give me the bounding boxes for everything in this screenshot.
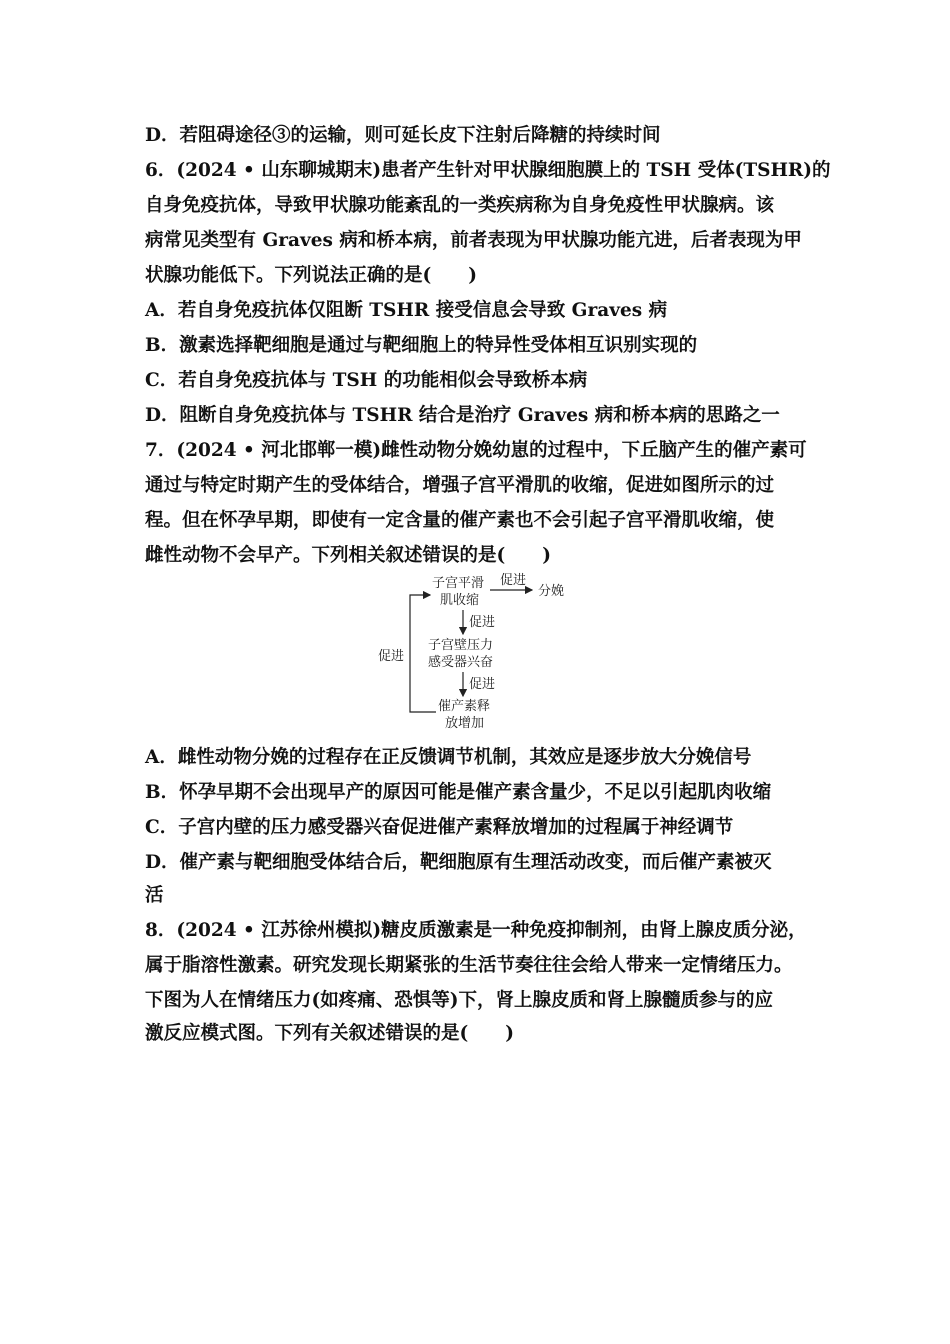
arrow-down-2-label: 促进 bbox=[469, 677, 496, 692]
q7-feedback-diagram bbox=[370, 568, 590, 736]
node-oxytocin-line1: 催产素释 bbox=[438, 699, 491, 714]
q8-stem-line-1: 8．(2024 • 江苏徐州模拟)糖皮质激素是一种免疫抑制剂，由肾上腺皮质分泌， bbox=[145, 920, 807, 941]
q6-option-a: A．若自身免疫抗体仅阻断 TSHR 接受信息会导致 Graves 病 bbox=[145, 300, 668, 321]
q6-stem-line-4: 状腺功能低下。下列说法正确的是( ) bbox=[145, 265, 478, 286]
q7-stem-line-2: 通过与特定时期产生的受体结合，增强子宫平滑肌的收缩，促进如图所示的过 bbox=[145, 475, 775, 496]
q6-stem-line-1: 6．(2024 • 山东聊城期末)患者产生针对甲状腺细胞膜上的 TSH 受体(TSHR)的 bbox=[145, 160, 831, 181]
node-uterine-muscle-line2: 肌收缩 bbox=[440, 593, 480, 608]
q8-stem-line-3: 下图为人在情绪压力(如疼痛、恐惧等)下，肾上腺皮质和肾上腺髓质参与的应 bbox=[145, 990, 774, 1011]
node-delivery: 分娩 bbox=[538, 584, 565, 599]
q7-option-c: C．子宫内壁的压力感受器兴奋促进催产素释放增加的过程属于神经调节 bbox=[145, 817, 734, 838]
node-oxytocin-line2: 放增加 bbox=[445, 716, 485, 731]
q7-stem-line-4: 雌性动物不会早产。下列相关叙述错误的是( ) bbox=[145, 545, 552, 566]
q7-option-d-line1: D．催产素与靶细胞受体结合后，靶细胞原有生理活动改变，而后催产素被灭 bbox=[145, 852, 772, 873]
q7-option-a: A．雌性动物分娩的过程存在正反馈调节机制，其效应是逐步放大分娩信号 bbox=[145, 747, 752, 768]
q6-option-d: D．阻断自身免疫抗体与 TSHR 结合是治疗 Graves 病和桥本病的思路之一 bbox=[145, 405, 780, 426]
feedback-arrow-label: 促进 bbox=[378, 649, 405, 664]
q8-stem-line-2: 属于脂溶性激素。研究发现长期紧张的生活节奏往往会给人带来一定情绪压力。 bbox=[145, 955, 793, 976]
q7-stem-line-1: 7．(2024 • 河北邯郸一模)雌性动物分娩幼崽的过程中，下丘脑产生的催产素可 bbox=[145, 440, 807, 461]
node-uterine-muscle-line1: 子宫平滑 bbox=[432, 576, 485, 591]
q6-option-c: C．若自身免疫抗体与 TSH 的功能相似会导致桥本病 bbox=[145, 370, 588, 391]
q6-option-b: B．激素选择靶细胞是通过与靶细胞上的特异性受体相互识别实现的 bbox=[145, 335, 698, 356]
feedback-arrow bbox=[410, 595, 436, 712]
q7-stem-line-3: 程。但在怀孕早期，即使有一定含量的催产素也不会引起子宫平滑肌收缩，使 bbox=[145, 510, 775, 531]
arrow-to-delivery-label: 促进 bbox=[500, 573, 527, 588]
q7-option-d-line2: 活 bbox=[145, 885, 164, 906]
arrow-down-1-label: 促进 bbox=[469, 615, 496, 630]
q7-option-b: B．怀孕早期不会出现早产的原因可能是催产素含量少，不足以引起肌肉收缩 bbox=[145, 782, 772, 803]
q6-stem-line-3: 病常见类型有 Graves 病和桥本病，前者表现为甲状腺功能亢进，后者表现为甲 bbox=[145, 230, 802, 251]
q8-stem-line-4: 激反应模式图。下列有关叙述错误的是( ) bbox=[145, 1023, 515, 1044]
q6-stem-line-2: 自身免疫抗体，导致甲状腺功能紊乱的一类疾病称为自身免疫性甲状腺病。该 bbox=[145, 195, 775, 216]
q5-option-d: D．若阻碍途径③的运输，则可延长皮下注射后降糖的持续时间 bbox=[145, 125, 661, 146]
node-pressure-receptor-line2: 感受器兴奋 bbox=[428, 655, 494, 670]
node-pressure-receptor-line1: 子宫壁压力 bbox=[428, 638, 494, 653]
